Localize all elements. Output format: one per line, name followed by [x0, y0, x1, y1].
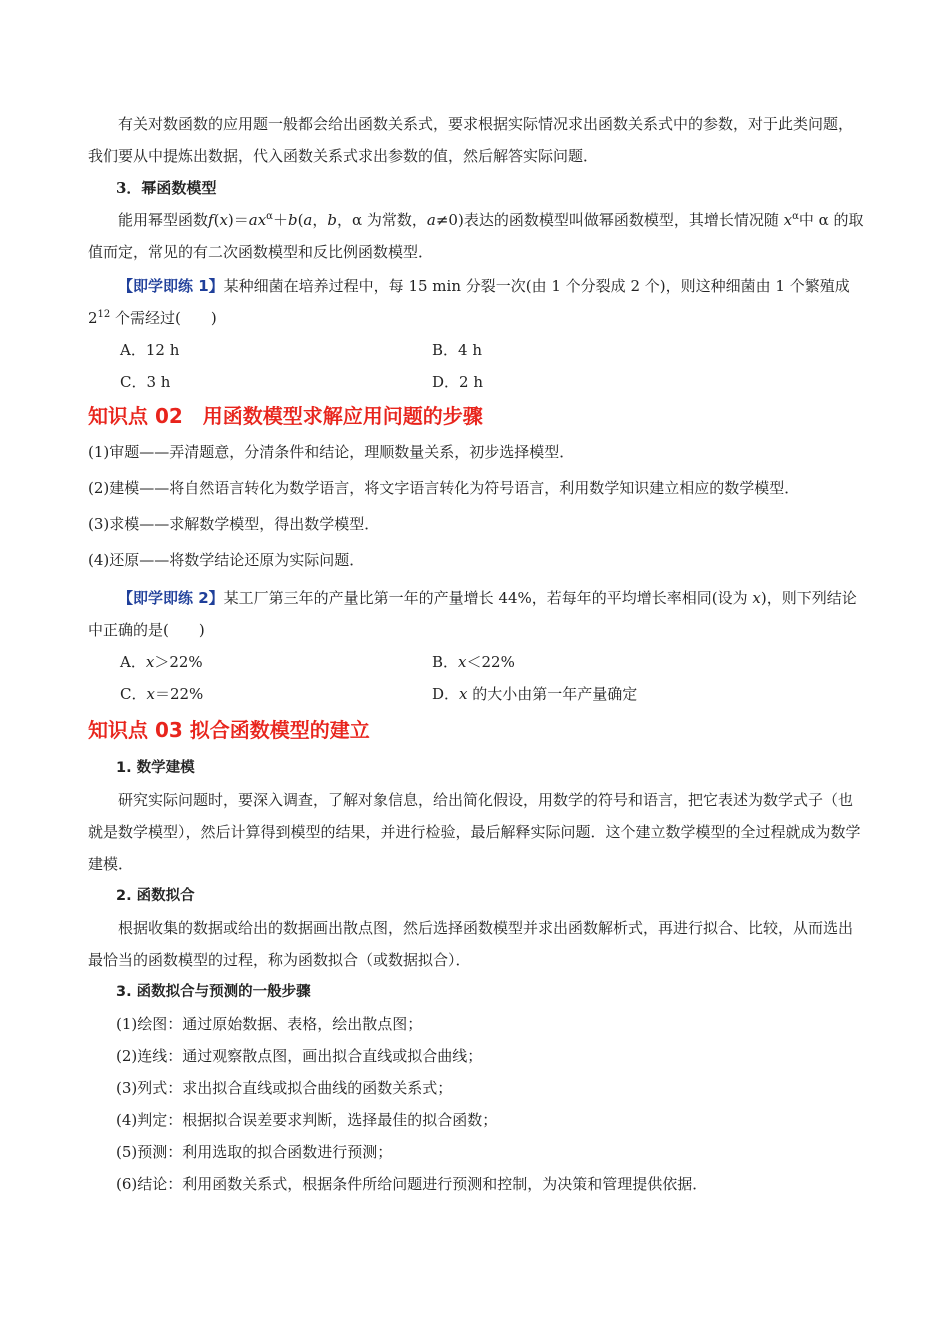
- power-model-heading: 3．幂函数模型: [116, 179, 217, 197]
- section-03-step: (1)绘图：通过原始数据、表格，绘出散点图；: [116, 1015, 423, 1033]
- section-02-steps: [88, 434, 864, 578]
- exercise-2-option-c: C．x＝22%: [120, 685, 204, 703]
- exercise-2-question: 【即学即练 2】某工厂第三年的产量比第一年的产量增长 44%，若每年的平均增长率相同(设为 x)，则下列结论中正确的是( ): [88, 589, 857, 639]
- section-02-step: (1)审题——弄清题意，分清条件和结论，理顺数量关系，初步选择模型．: [88, 443, 575, 461]
- exercise-1-question: 【即学即练 1】某种细菌在培养过程中，每 15 min 分裂一次(由 1 个分裂成 2 个)，则这种细菌由 1 个繁殖成 $2^{12}$ 个需经过( ): [88, 277, 850, 327]
- section-03-step: (5)预测：利用选取的拟合函数进行预测；: [116, 1143, 393, 1161]
- exercise-2-options-row-2: [88, 678, 864, 710]
- exercise-2-options-row-1: [88, 646, 864, 678]
- section-03-sub-3: 3. 函数拟合与预测的一般步骤: [116, 984, 311, 1000]
- section-03-sub-1: 1. 数学建模: [116, 760, 195, 776]
- exercise-1-tag: 【即学即练 1】: [118, 277, 224, 295]
- section-02-heading: 知识点 02 用函数模型求解应用问题的步骤: [88, 404, 483, 428]
- section-03-paragraph-2: 根据收集的数据或给出的数据画出散点图，然后选择函数模型并求出函数解析式，再进行拟合、比较，从而选出最恰当的函数模型的过程，称为函数拟合（或数据拟合）．: [88, 919, 854, 969]
- section-03-step: (6)结论：利用函数关系式，根据条件所给问题进行预测和控制，为决策和管理提供依据．: [116, 1175, 708, 1193]
- section-03-steps: [88, 1008, 864, 1200]
- intro-paragraph: 有关对数函数的应用题一般都会给出函数关系式，要求根据实际情况求出函数关系式中的参数，对于此类问题，我们要从中提炼出数据，代入函数关系式求出参数的值，然后解答实际问题．: [88, 115, 854, 165]
- exercise-1-option-a: A．12 h: [120, 341, 180, 359]
- exercise-1-option-b: B．4 h: [432, 341, 482, 359]
- document-page: [88, 108, 864, 1200]
- exercise-2-option-b: B．x＜22%: [432, 653, 515, 671]
- section-03-heading: 知识点 03 拟合函数模型的建立: [88, 718, 370, 742]
- exercise-2-tag: 【即学即练 2】: [118, 589, 224, 607]
- section-03-paragraph-1: 研究实际问题时，要深入调查，了解对象信息，给出简化假设，用数学的符号和语言，把它表述为数学式子（也就是数学模型），然后计算得到模型的结果，并进行检验，最后解释实际问题．这个建立数学模型的全过程就成为数学建模．: [88, 791, 861, 873]
- section-02-step: (4)还原——将数学结论还原为实际问题．: [88, 551, 365, 569]
- exercise-1-option-d: D．2 h: [432, 373, 483, 391]
- section-02-step: (2)建模——将自然语言转化为数学语言，将文字语言转化为符号语言，利用数学知识建立相应的数学模型．: [88, 479, 800, 497]
- exercise-1-options-row-1: [88, 334, 864, 366]
- section-03-sub-2: 2. 函数拟合: [116, 888, 195, 904]
- exercise-1-options-row-2: [88, 366, 864, 398]
- section-03-step: (4)判定：根据拟合误差要求判断，选择最佳的拟合函数；: [116, 1111, 498, 1129]
- power-model-paragraph: 能用幂型函数$f(x)=ax^\alpha+b(a$，b，α 为常数，a≠0)表达的函数模型叫做幂函数模型，其增长情况随 $x^\alpha$中 α 的取值而定，常见的有二次函数模型和反比例函数模型．: [88, 211, 864, 261]
- section-03-step: (2)连线：通过观察散点图，画出拟合直线或拟合曲线；: [116, 1047, 483, 1065]
- exercise-2-option-a: A．x＞22%: [120, 653, 203, 671]
- exercise-2-option-d: D．x 的大小由第一年产量确定: [432, 685, 638, 703]
- section-02-step: (3)求模——求解数学模型，得出数学模型．: [88, 515, 380, 533]
- section-03-step: (3)列式：求出拟合直线或拟合曲线的函数关系式；: [116, 1079, 453, 1097]
- exercise-1-option-c: C．3 h: [120, 373, 171, 391]
